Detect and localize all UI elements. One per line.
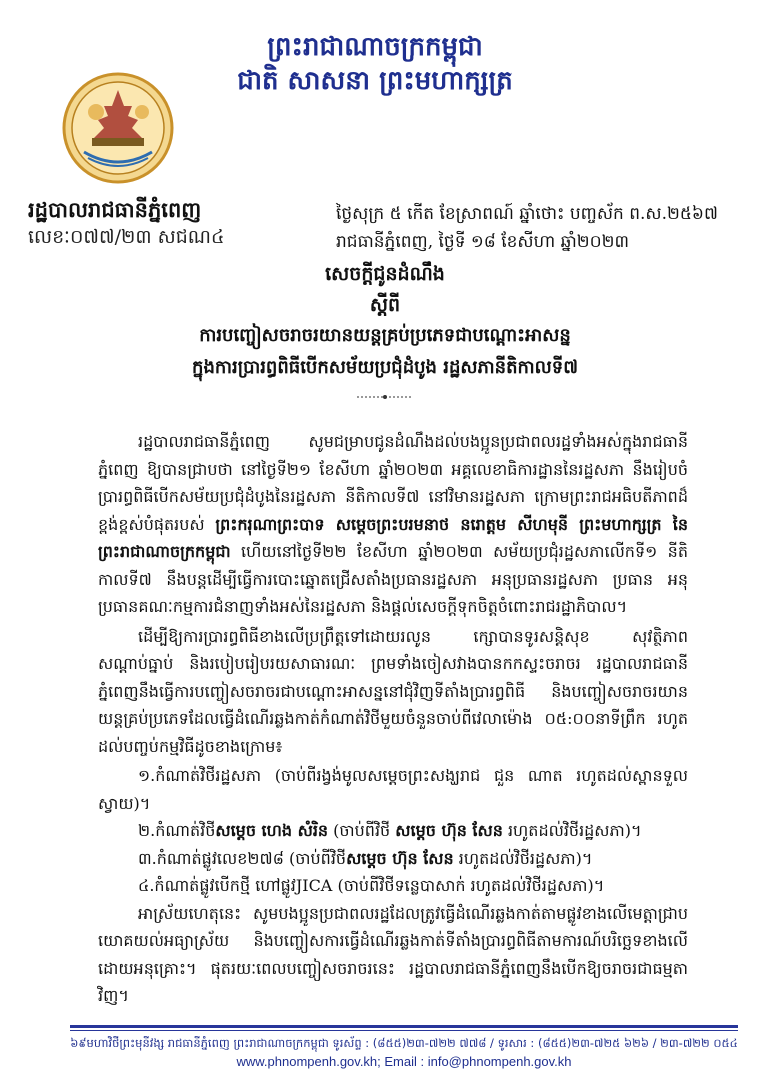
- paragraph-2: ដើម្បីឱ្យការប្រារព្ធពិធីខាងលើប្រព្រឹត្តទៅដោយរលូន ក្សោបានទូរសន្តិសុខ សុវត្ថិភាព សណ្តាប់ធ្នាប់ និងរបៀបរៀបរយសាធារណៈ ព្រមទាំងចៀសវាងបានកកស្ទះចរាចរ រដ្ឋបាលរាជធានីភ្នំពេញនឹងធ្វើការបញ្ចៀសចរាចរជាបណ្តោះអាសន្ននៅជុំវិញទីតាំងប្រារព្ធពិធី និងបញ្ចៀសចរាចរយានយន្តគ្រប់ប្រភេទដែលធ្វើដំណើរឆ្លងកាត់កំណាត់វិថីមួយចំនួនចាប់ពីវេលាម៉ោង ០៥:០០នាទីព្រឹក រហូតដល់បញ្ចប់កម្មវិធីដូចខាងក្រោម៖: [98, 626, 688, 756]
- list-item-text: ២.កំណាត់វិថី: [138, 821, 216, 840]
- paragraph-1-text-a: រដ្ឋបាលរាជធានីភ្នំពេញ សូមជម្រាបជូនដំណឹងដល់បងប្អូនប្រជាពលរដ្ឋទាំងអស់ក្នុងរាជធានីភ្នំពេញ ឱ្យបានជ្រាបថា នៅថ្ងៃទី២១ ខែសីហា ឆ្នាំ២០២៣ អគ្គលេខាធិការដ្ឋាននៃរដ្ឋសភា នឹងរៀបចំប្រារព្ធពិធីបើកសម័យប្រជុំដំបូងនៃរដ្ឋសភា នីតិកាលទី៧ នៅវិមានរដ្ឋសភា ក្រោមព្រះរាជអធិបតីភាពដ៏ខ្ពង់ខ្ពស់បំផុតរបស់: [98, 432, 688, 534]
- divider-ornament-icon: [355, 392, 415, 402]
- list-item-text: (ចាប់ពីវិថី: [328, 821, 396, 840]
- list-item-text: ៣.កំណាត់ផ្លូវលេខ២៧៨ (ចាប់ពីវិថី: [138, 848, 347, 868]
- notice-about: ស្តីពី: [369, 294, 401, 316]
- notice-title: សេចក្តីជូនដំណឹង: [325, 263, 445, 285]
- solar-date: រាជធានីភ្នំពេញ, ថ្ងៃទី ១៨ ខែសីហា ឆ្នាំ២០២៣: [336, 232, 630, 252]
- kingdom-motto: ជាតិ សាសនា ព្រះមហាក្សត្រ: [237, 66, 513, 96]
- date-block: [336, 200, 756, 256]
- footer-divider-thin: [70, 1030, 738, 1031]
- document-number: លេខៈ០៧៧/២៣ សជណ៤: [28, 226, 225, 248]
- paragraph-1-text-c: ហើយនៅថ្ងៃទី២២ ខែសីហា ឆ្នាំ២០២៣ សម័យប្រជុំរដ្ឋសភាលើកទី១ នីតិកាលទី៧ នឹងបន្តដើម្បីធ្វើការបោះឆ្នោតជ្រើសតាំងប្រធានរដ្ឋសភា អនុប្រធានរដ្ឋសភា ប្រធាន អនុប្រធានគណៈកម្មការជំនាញទាំងអស់នៃរដ្ឋសភា និងផ្តល់សេចក្តីទុកចិត្តចំពោះរាជរដ្ឋាភិបាល។: [98, 542, 688, 616]
- list-item: [98, 845, 688, 873]
- phnom-penh-seal-icon: [62, 72, 174, 184]
- king-title: ព្រះករុណាព្រះបាទ សម្តេចព្រះបរមនាថ នរោត្តម សីហមុនី ព្រះមហាក្សត្រ នៃព្រះរាជាណាចក្រកម្ពុជា: [98, 514, 688, 561]
- footer-address: ៦៩មហាវិថីព្រះមុនីវង្ស រាជធានីភ្នំពេញ ព្រះរាជាណាចក្រកម្ពុជា ទូរស័ព្ទ : (៨៥៥)២៣-៧២២ ៧៧៨ / ទូរសារ : (៨៥៥)២៣-៧២៥ ៦២៦ / ២៣-៧២២ ០៥៤: [70, 1036, 738, 1050]
- kingdom-title: ព្រះរាជាណាចក្រកម្ពុជា: [267, 32, 483, 62]
- issuer-block: [28, 196, 268, 250]
- notice-body: [98, 428, 688, 1012]
- list-item-bold: សម្តេច ហ៊ុន សែន: [346, 848, 454, 868]
- list-item: [98, 817, 688, 845]
- notice-subject-line2: ក្នុងការប្រារព្ធពិធីបើកសម័យប្រជុំដំបូង រដ្ឋសភានីតិកាលទី៧: [192, 357, 578, 378]
- list-item: ១.កំណាត់វិថីរដ្ឋសភា (ចាប់ពីរង្វង់មូលសម្តេចព្រះសង្ឃរាជ ជួន ណាត រហូតដល់ស្ពានទួលស្វាយ)។: [98, 766, 688, 813]
- footer-web-email: www.phnompenh.gov.kh; Email : info@phnompenh.gov.kh: [236, 1054, 572, 1069]
- list-item: ៤.កំណាត់ផ្លូវបើកថ្មី ហៅផ្លូវJICA (ចាប់ពីវិថីទន្លេបាសាក់ រហូតដល់វិថីរដ្ឋសភា)។: [138, 876, 605, 895]
- kingdom-header: [215, 30, 535, 98]
- paragraph-3: អាស្រ័យហេតុនេះ សូមបងប្អូនប្រជាពលរដ្ឋដែលត្រូវធ្វើដំណើរឆ្លងកាត់តាមផ្លូវខាងលើមេត្តាជ្រាប យោគយល់អធ្យាស្រ័យ និងបញ្ចៀសការធ្វើដំណើរឆ្លងកាត់ទីតាំងប្រារព្ធពិធីតាមការណ៍បរិច្ឆេទខាងលើដោយអនុគ្រោះ។ ផុតរយៈពេលបញ្ចៀសចរាចរនេះ រដ្ឋបាលរាជធានីភ្នំពេញនឹងបើកឱ្យចរាចរជាធម្មតាវិញ។: [98, 903, 688, 1005]
- notice-titles: [150, 258, 620, 384]
- footer-divider: [70, 1025, 738, 1028]
- paragraph-1: [98, 428, 688, 621]
- notice-subject-line1: ការបញ្ចៀសចរាចរយានយន្តគ្រប់ប្រភេទជាបណ្តោះអាសន្ន: [199, 325, 571, 346]
- list-item-text: រហូតដល់វិថីរដ្ឋសភា)។: [453, 848, 593, 868]
- list-item-bold: សម្តេច ហេង សំរិន: [215, 821, 329, 840]
- list-item-text: រហូតដល់វិថីរដ្ឋសភា)។: [502, 821, 642, 840]
- list-item-bold: សម្តេច ហ៊ុន សែន: [395, 821, 503, 840]
- issuer-name: រដ្ឋបាលរាជធានីភ្នំពេញ: [28, 197, 202, 222]
- lunar-date: ថ្ងៃសុក្រ ៥ កើត ខែស្រាពណ៍ ឆ្នាំថោះ បញ្ចស័ក ព.ស.២៥៦៧: [336, 204, 718, 224]
